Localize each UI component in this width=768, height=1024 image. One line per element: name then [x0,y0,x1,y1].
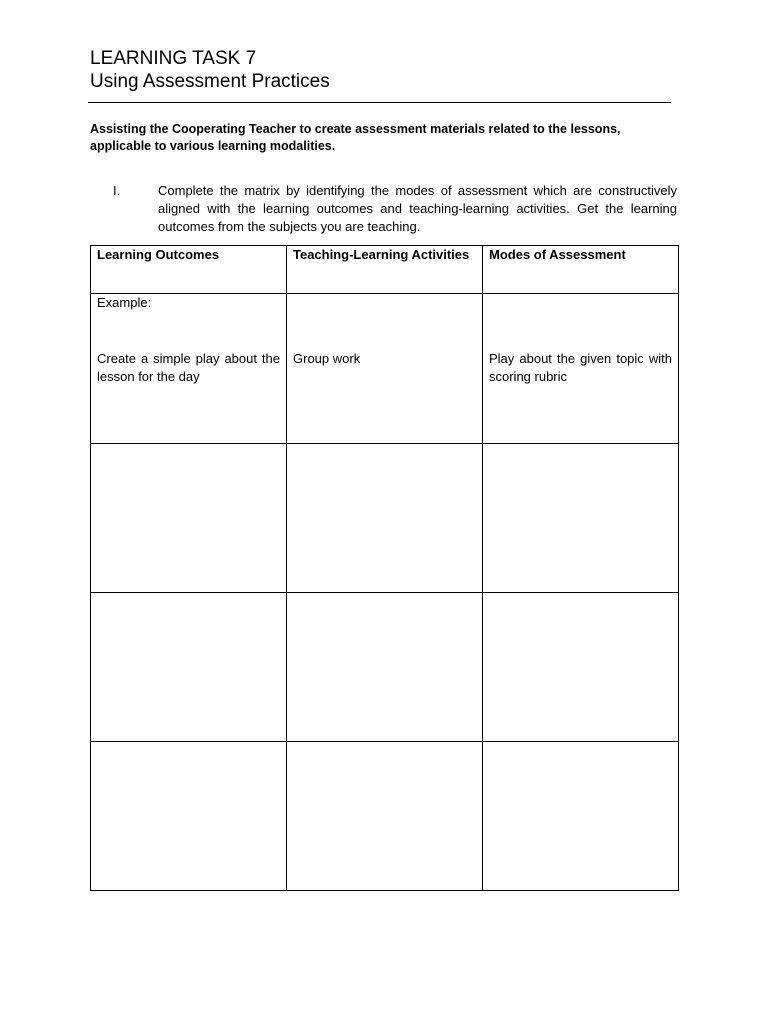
example-activity: Group work [293,351,361,366]
example-spacer [97,312,280,350]
blank-assessment-cell[interactable] [483,742,679,891]
header-modes-of-assessment-label: Modes of Assessment [489,247,626,262]
blank-activity-cell[interactable] [287,742,483,891]
example-learning-outcome: Create a simple play about the lesson for the day [97,351,280,384]
task-title: LEARNING TASK 7 [90,48,257,69]
instruction-number: I. [113,183,121,198]
blank-row [91,742,679,891]
blank-activity-cell[interactable] [287,444,483,593]
example-label: Example: [97,295,152,310]
blank-assessment-cell[interactable] [483,593,679,742]
matrix-header-row [91,246,679,294]
example-assessment-cell [483,294,679,444]
blank-learning-outcome-cell[interactable] [91,593,287,742]
blank-learning-outcome-cell[interactable] [91,444,287,593]
assessment-matrix [90,245,679,891]
example-activity-spacer [293,294,476,350]
header-teaching-learning-activities-label: Teaching-Learning Activities [293,247,470,262]
task-subtitle: Using Assessment Practices [90,71,330,92]
blank-row [91,593,679,742]
example-row [91,294,679,444]
title-block [90,47,330,93]
title-divider [88,102,671,103]
blank-assessment-cell[interactable] [483,444,679,593]
header-modes-of-assessment [483,246,679,294]
example-activity-cell [287,294,483,444]
header-learning-outcomes [91,246,287,294]
example-learning-outcome-cell [91,294,287,444]
blank-learning-outcome-cell[interactable] [91,742,287,891]
header-teaching-learning-activities [287,246,483,294]
intro-text: Assisting the Cooperating Teacher to create assessment materials related to the lessons, applicable to various learning modalities. [90,122,621,153]
example-assessment: Play about the given topic with scoring rubric [489,351,672,384]
blank-activity-cell[interactable] [287,593,483,742]
blank-row [91,444,679,593]
example-assessment-spacer [489,294,672,350]
header-learning-outcomes-label: Learning Outcomes [97,247,220,262]
instruction-text: Complete the matrix by identifying the modes of assessment which are constructively aligned with the learning outcomes and teaching-learning activities. Get the learning outcomes from the subjects you are teaching. [158,183,677,234]
